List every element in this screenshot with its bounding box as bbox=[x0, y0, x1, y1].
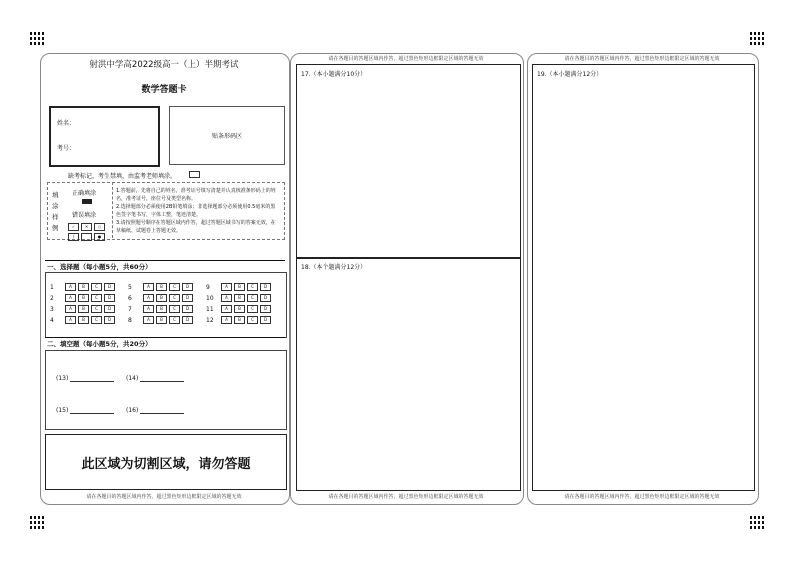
option-bubble[interactable]: A bbox=[221, 305, 232, 313]
option-bubble[interactable]: D bbox=[104, 283, 115, 291]
name-label: 姓名： bbox=[57, 120, 76, 127]
choice-row bbox=[128, 305, 195, 313]
fill-in-area bbox=[45, 350, 287, 430]
blank-15[interactable]: (15) bbox=[56, 406, 114, 414]
option-bubble[interactable]: A bbox=[143, 294, 154, 302]
option-bubble[interactable]: A bbox=[65, 283, 76, 291]
question-number: 9 bbox=[206, 283, 210, 291]
question-number: 1 bbox=[50, 283, 54, 291]
option-bubble[interactable]: D bbox=[182, 283, 193, 291]
absent-mark-box[interactable] bbox=[189, 171, 200, 178]
choice-row bbox=[206, 283, 273, 291]
option-bubble[interactable]: C bbox=[169, 283, 180, 291]
question-18-label: 18.（本个题满分12分） bbox=[301, 264, 367, 271]
school-title: 射洪中学高2022级高一（上）半期考试 bbox=[89, 60, 239, 70]
option-bubble[interactable]: D bbox=[260, 316, 271, 324]
option-bubble[interactable]: B bbox=[234, 294, 245, 302]
option-bubble[interactable]: A bbox=[221, 283, 232, 291]
option-bubble[interactable]: C bbox=[169, 294, 180, 302]
instruction-3: 3.请按照题号顺序在答题区域内作答，超过答题区域书写的答案无效，在草稿纸、试题卷上答题无效。 bbox=[116, 220, 276, 234]
qr-code-icon bbox=[28, 30, 45, 47]
dot-mark-icon: ● bbox=[94, 233, 105, 241]
option-bubble[interactable]: D bbox=[182, 316, 193, 324]
instruction-2: 2.选择题部分必须使用2B铅笔填涂；非选择题部分必须使用0.5毫米的黑色签字笔书写，字体工整，笔迹清楚。 bbox=[116, 204, 276, 218]
circle-mark-icon: ○ bbox=[94, 223, 105, 231]
option-bubble[interactable]: B bbox=[78, 316, 89, 324]
option-bubble[interactable]: D bbox=[104, 316, 115, 324]
option-bubble[interactable]: C bbox=[247, 305, 258, 313]
question-number: 3 bbox=[50, 305, 54, 313]
student-info-box bbox=[49, 106, 160, 167]
qr-code-icon bbox=[748, 30, 765, 47]
divider bbox=[112, 182, 114, 238]
choice-row bbox=[128, 283, 195, 291]
option-bubble[interactable]: D bbox=[104, 305, 115, 313]
question-number: 11 bbox=[206, 305, 214, 313]
boundary-note: 请在各题目的答题区域内作答，超过黑色矩形边框限定区域的答题无效 bbox=[564, 494, 720, 500]
slash-mark-icon: / bbox=[68, 233, 79, 241]
answer-box-17[interactable] bbox=[296, 64, 521, 259]
option-bubble[interactable]: B bbox=[156, 294, 167, 302]
option-bubble[interactable]: D bbox=[182, 305, 193, 313]
option-bubble[interactable]: C bbox=[169, 305, 180, 313]
correct-fill-icon bbox=[82, 199, 92, 204]
answer-box-18[interactable] bbox=[296, 257, 521, 491]
option-bubble[interactable]: D bbox=[260, 305, 271, 313]
qr-code-icon bbox=[28, 514, 45, 531]
option-bubble[interactable]: A bbox=[65, 316, 76, 324]
boundary-note: 请在各题目的答题区域内作答，超过黑色矩形边框限定区域的答题无效 bbox=[328, 494, 484, 500]
option-bubble[interactable]: B bbox=[234, 305, 245, 313]
option-bubble[interactable]: B bbox=[156, 283, 167, 291]
option-bubble[interactable]: B bbox=[78, 283, 89, 291]
instruction-1: 1.答题前，先将自己的姓名，准考证号填写清楚并认真核准条形码上的姓名，准考证号，座位号及类型名称。 bbox=[116, 188, 276, 202]
wrong-fill-icons bbox=[68, 223, 107, 231]
blank-14[interactable]: (14) bbox=[126, 374, 184, 382]
option-bubble[interactable]: B bbox=[156, 305, 167, 313]
blank-mark-icon bbox=[81, 233, 92, 241]
question-17-label: 17.（本小题满分10分） bbox=[301, 71, 367, 78]
exam-no-label: 考号： bbox=[57, 145, 76, 152]
option-bubble[interactable]: B bbox=[234, 316, 245, 324]
option-bubble[interactable]: B bbox=[78, 305, 89, 313]
boundary-note: 请在各题目的答题区域内作答，超过黑色矩形边框限定区域的答题无效 bbox=[86, 494, 242, 500]
choice-row bbox=[50, 305, 117, 313]
instructions bbox=[116, 187, 280, 235]
boundary-note: 请在各题目的答题区域内作答，超过黑色矩形边框限定区域的答题无效 bbox=[564, 56, 720, 62]
choice-row bbox=[128, 294, 195, 302]
option-bubble[interactable]: C bbox=[247, 316, 258, 324]
cut-area-text: 此区域为切割区域，请勿答题 bbox=[81, 457, 251, 472]
boundary-note: 请在各题目的答题区域内作答，超过黑色矩形边框限定区域的答题无效 bbox=[328, 56, 484, 62]
wrong-fill-label: 错误填涂 bbox=[72, 212, 97, 219]
option-bubble[interactable]: C bbox=[169, 316, 180, 324]
option-bubble[interactable]: C bbox=[91, 316, 102, 324]
cross-mark-icon: ✕ bbox=[81, 223, 92, 231]
blank-13[interactable]: (13) bbox=[56, 374, 114, 382]
answer-box-19[interactable] bbox=[532, 64, 755, 491]
section1-title: 一、选择题（每小题5分，共60分） bbox=[47, 263, 152, 271]
question-number: 2 bbox=[50, 294, 54, 302]
section2-rule bbox=[45, 337, 285, 338]
question-number: 4 bbox=[50, 316, 54, 324]
option-bubble[interactable]: D bbox=[182, 294, 193, 302]
choice-row bbox=[50, 294, 117, 302]
question-19-label: 19.（本小题满分12分） bbox=[537, 71, 603, 78]
answer-line[interactable] bbox=[140, 374, 184, 382]
blank-16[interactable]: (16) bbox=[126, 406, 184, 414]
correct-fill-label: 正确填涂 bbox=[72, 190, 97, 197]
fill-example-label: 填涂样例 bbox=[52, 191, 59, 232]
option-bubble[interactable]: C bbox=[91, 294, 102, 302]
barcode-area: 贴条形码区 bbox=[169, 106, 285, 165]
answer-line[interactable] bbox=[140, 406, 184, 414]
section2-title: 二、填空题（每小题5分，共20分） bbox=[47, 340, 152, 348]
answer-line[interactable] bbox=[70, 374, 114, 382]
answer-line[interactable] bbox=[70, 406, 114, 414]
choice-row bbox=[50, 283, 117, 291]
option-bubble[interactable]: A bbox=[65, 305, 76, 313]
choice-row bbox=[128, 316, 195, 324]
qr-code-icon bbox=[748, 514, 765, 531]
choice-row bbox=[50, 316, 117, 324]
option-bubble[interactable]: C bbox=[247, 283, 258, 291]
option-bubble[interactable]: B bbox=[234, 283, 245, 291]
option-bubble[interactable]: B bbox=[156, 316, 167, 324]
check-mark-icon: ✓ bbox=[68, 223, 79, 231]
option-bubble[interactable]: A bbox=[143, 283, 154, 291]
choice-row bbox=[206, 316, 273, 324]
option-bubble[interactable]: A bbox=[221, 316, 232, 324]
section1-rule bbox=[45, 260, 285, 261]
choice-row bbox=[206, 294, 273, 302]
option-bubble[interactable]: D bbox=[260, 294, 271, 302]
option-bubble[interactable]: D bbox=[260, 283, 271, 291]
option-bubble[interactable]: A bbox=[143, 305, 154, 313]
question-number: 12 bbox=[206, 316, 214, 324]
question-number: 5 bbox=[128, 283, 132, 291]
question-number: 8 bbox=[128, 316, 132, 324]
cut-area-box bbox=[45, 434, 287, 490]
option-bubble[interactable]: A bbox=[143, 316, 154, 324]
question-number: 10 bbox=[206, 294, 214, 302]
option-bubble[interactable]: D bbox=[104, 294, 115, 302]
absent-mark-text: 缺考标记，考生禁填，由监考老师填涂。 bbox=[68, 173, 177, 180]
wrong-fill-icons-2 bbox=[68, 233, 107, 241]
option-bubble[interactable]: B bbox=[78, 294, 89, 302]
choice-row bbox=[206, 305, 273, 313]
option-bubble[interactable]: C bbox=[91, 305, 102, 313]
card-title: 数学答题卡 bbox=[141, 85, 187, 95]
option-bubble[interactable]: A bbox=[65, 294, 76, 302]
option-bubble[interactable]: C bbox=[247, 294, 258, 302]
option-bubble[interactable]: C bbox=[91, 283, 102, 291]
question-number: 6 bbox=[128, 294, 132, 302]
question-number: 7 bbox=[128, 305, 132, 313]
option-bubble[interactable]: A bbox=[221, 294, 232, 302]
